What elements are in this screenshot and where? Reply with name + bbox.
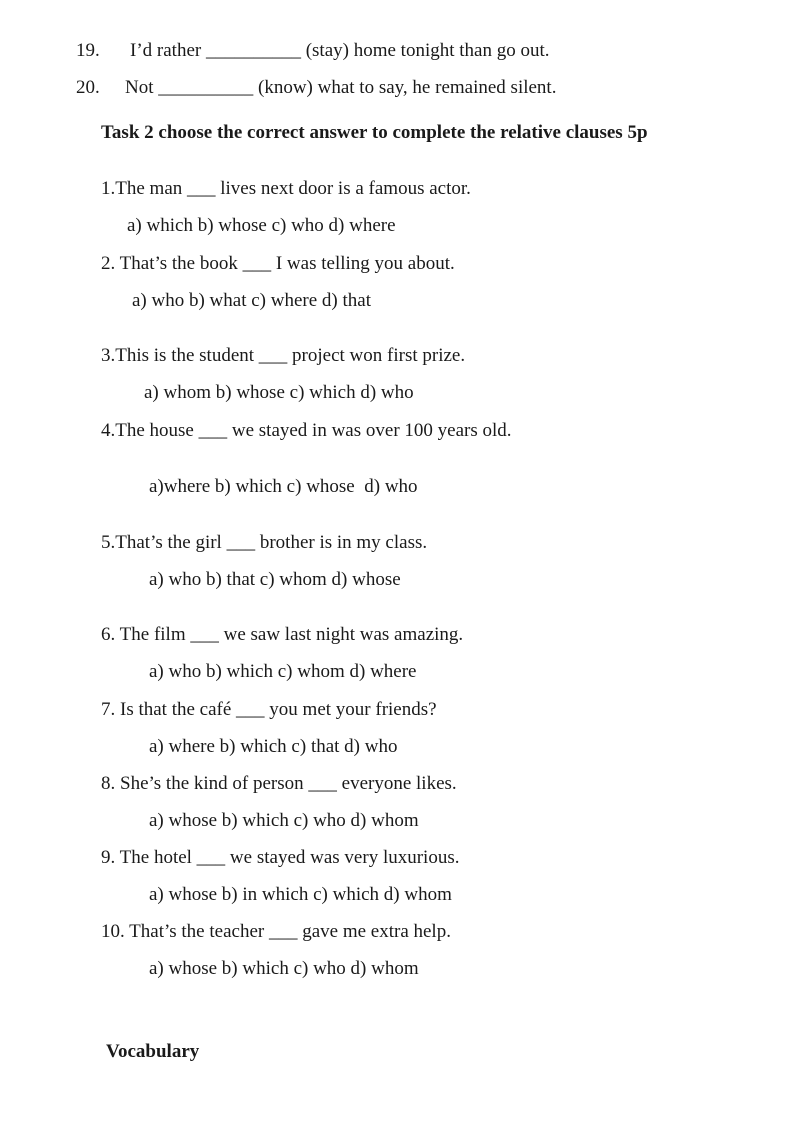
- item-19-text: I’d rather __________ (stay) home tonight than go out.: [130, 40, 550, 61]
- question-10: 10. That’s the teacher ___ gave me extra help.: [101, 921, 451, 942]
- question-1: 1.The man ___ lives next door is a famous actor.: [101, 178, 471, 199]
- question-2: 2. That’s the book ___ I was telling you about.: [101, 253, 455, 274]
- question-1-options: a) which b) whose c) who d) where: [127, 215, 396, 236]
- question-3: 3.This is the student ___ project won first prize.: [101, 345, 466, 366]
- question-8: 8. She’s the kind of person ___ everyone likes.: [101, 773, 457, 794]
- question-4: 4.The house ___ we stayed in was over 100 years old.: [101, 420, 512, 441]
- question-5: 5.That’s the girl ___ brother is in my class.: [101, 532, 428, 553]
- question-5-options: a) who b) that c) whom d) whose: [149, 569, 401, 590]
- item-19-number: 19.: [76, 40, 100, 61]
- item-20-text: Not __________ (know) what to say, he remained silent.: [125, 77, 557, 98]
- question-8-options: a) whose b) which c) who d) whom: [149, 810, 419, 831]
- vocabulary-heading: Vocabulary: [106, 1041, 200, 1062]
- question-4-options: a)where b) which c) whose d) who: [149, 476, 418, 497]
- question-2-options: a) who b) what c) where d) that: [132, 290, 371, 311]
- question-7-options: a) where b) which c) that d) who: [149, 736, 398, 757]
- task2-heading: Task 2 choose the correct answer to complete the relative clauses 5p: [101, 122, 648, 143]
- question-6: 6. The film ___ we saw last night was amazing.: [101, 624, 464, 645]
- item-20-number: 20.: [76, 77, 100, 98]
- question-10-options: a) whose b) which c) who d) whom: [149, 958, 419, 979]
- question-9: 9. The hotel ___ we stayed was very luxurious.: [101, 847, 460, 868]
- question-3-options: a) whom b) whose c) which d) who: [144, 382, 414, 403]
- question-6-options: a) who b) which c) whom d) where: [149, 661, 417, 682]
- question-7: 7. Is that the café ___ you met your friends?: [101, 699, 437, 720]
- question-9-options: a) whose b) in which c) which d) whom: [149, 884, 452, 905]
